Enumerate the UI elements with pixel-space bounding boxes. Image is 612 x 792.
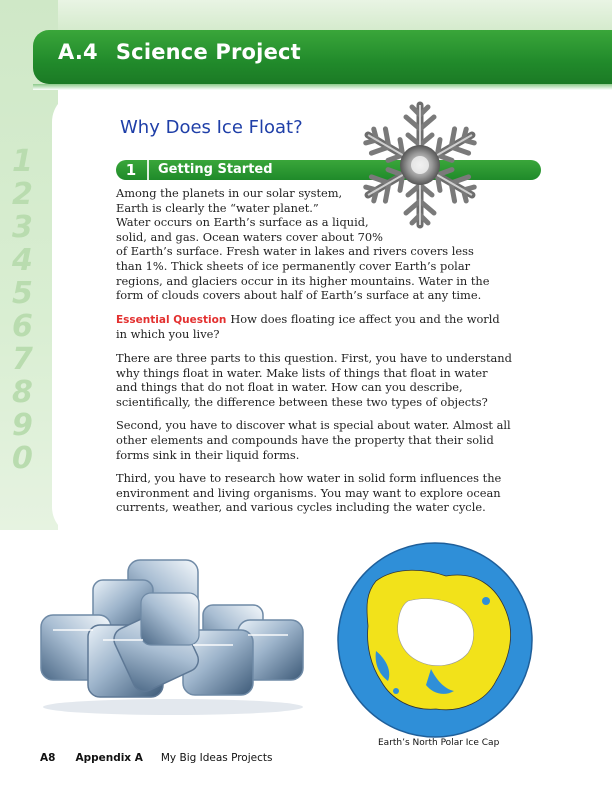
essential-question-paragraph: [116, 312, 512, 342]
paragraph: There are three parts to this question. First, you have to understand why things float in water. Make lists of things that float in water and things that do not float in water. How can you describe, scientifically, the difference between these two types of objects?: [116, 350, 512, 409]
page-title: [58, 40, 301, 64]
north-polar-globe-image: [336, 541, 534, 739]
essential-question-text: How does floating ice affect you and the world in which you live?: [116, 311, 500, 342]
side-digit: 8: [12, 375, 33, 410]
intro-line: regions, and glaciers occur in its higher mountains. Water in the: [116, 273, 490, 288]
book-title: My Big Ideas Projects: [160, 752, 273, 764]
section-title: Science Project: [115, 40, 301, 64]
side-digit: 1: [12, 144, 33, 179]
ice-cubes-image: [33, 545, 318, 720]
side-digit: 7: [12, 342, 33, 377]
side-digit: 0: [12, 441, 33, 476]
side-digit: 4: [12, 243, 33, 278]
section-heading: Getting Started: [158, 162, 273, 177]
section-pill-divider: [147, 160, 149, 180]
paragraph: Second, you have to discover what is special about water. Almost all other elements and compounds have the property that their solid forms sink in their liquid forms.: [116, 418, 511, 462]
section-number: A.4: [58, 40, 98, 64]
body-text: [116, 186, 512, 524]
page-footer: [40, 752, 272, 764]
appendix-label: Appendix A: [75, 752, 143, 764]
globe-caption: Earth’s North Polar Ice Cap: [378, 738, 500, 748]
side-digit: 3: [12, 210, 33, 245]
essential-question-label: Essential Question: [116, 313, 227, 326]
intro-line: form of clouds covers about half of Earth’s surface at any time.: [116, 288, 482, 303]
question-title: Why Does Ice Float?: [120, 117, 303, 138]
side-digit-strip: [12, 145, 57, 475]
intro-line: of Earth’s surface. Fresh water in lakes and rivers covers less: [116, 244, 474, 259]
intro-paragraph: [116, 186, 512, 303]
intro-line: than 1%. Thick sheets of ice permanently cover Earth’s polar: [116, 258, 471, 273]
intro-line: Among the planets in our solar system,: [116, 186, 343, 200]
intro-line: Water occurs on Earth’s surface as a liquid,: [116, 215, 369, 230]
side-digit: 5: [12, 276, 33, 311]
top-margin-band: [0, 0, 612, 30]
intro-line: solid, and gas. Ocean waters cover about 70%: [116, 229, 383, 244]
side-digit: 2: [12, 177, 33, 212]
intro-line: Earth is clearly the “water planet.”: [116, 200, 319, 215]
side-digit: 9: [12, 408, 33, 443]
side-digit: 6: [12, 309, 33, 344]
page-number: A8: [40, 752, 56, 764]
section-step-number: 1: [125, 161, 137, 179]
paragraph: Third, you have to research how water in solid form influences the environment and living organisms. You may want to explore ocean currents, weather, and various cycles including the water cycle.: [116, 471, 502, 515]
